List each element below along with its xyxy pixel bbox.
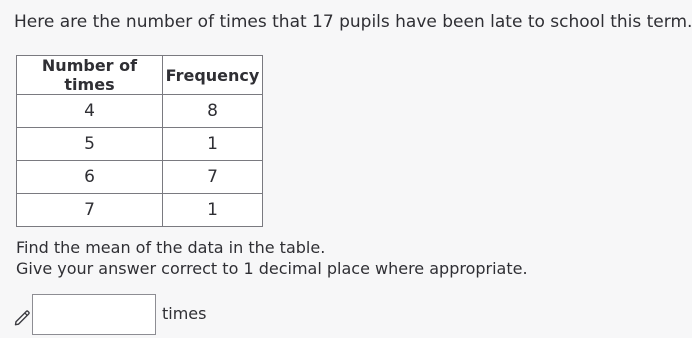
- answer-input[interactable]: [32, 294, 156, 335]
- table-cell-number-of-times: 4: [17, 95, 163, 128]
- table-cell-number-of-times: 7: [17, 194, 163, 227]
- table-cell-number-of-times: 5: [17, 128, 163, 161]
- answer-unit-label: times: [162, 304, 207, 323]
- table-row: [17, 95, 263, 128]
- frequency-table: [16, 55, 263, 227]
- table-header-number-of-times: Number of times: [17, 56, 163, 95]
- pencil-icon: [13, 308, 31, 326]
- table-cell-frequency: 8: [163, 95, 263, 128]
- table-header-frequency: Frequency: [163, 56, 263, 95]
- table-cell-frequency: 1: [163, 128, 263, 161]
- table-header-row: [17, 56, 263, 95]
- table-cell-frequency: 7: [163, 161, 263, 194]
- table-row: [17, 194, 263, 227]
- question-instruction: Find the mean of the data in the table.: [16, 238, 326, 257]
- table-cell-number-of-times: 6: [17, 161, 163, 194]
- question-intro: Here are the number of times that 17 pupils have been late to school this term.: [14, 12, 692, 32]
- table-cell-frequency: 1: [163, 194, 263, 227]
- table-row: [17, 128, 263, 161]
- question-rounding-instruction: Give your answer correct to 1 decimal place where appropriate.: [16, 259, 528, 278]
- table-row: [17, 161, 263, 194]
